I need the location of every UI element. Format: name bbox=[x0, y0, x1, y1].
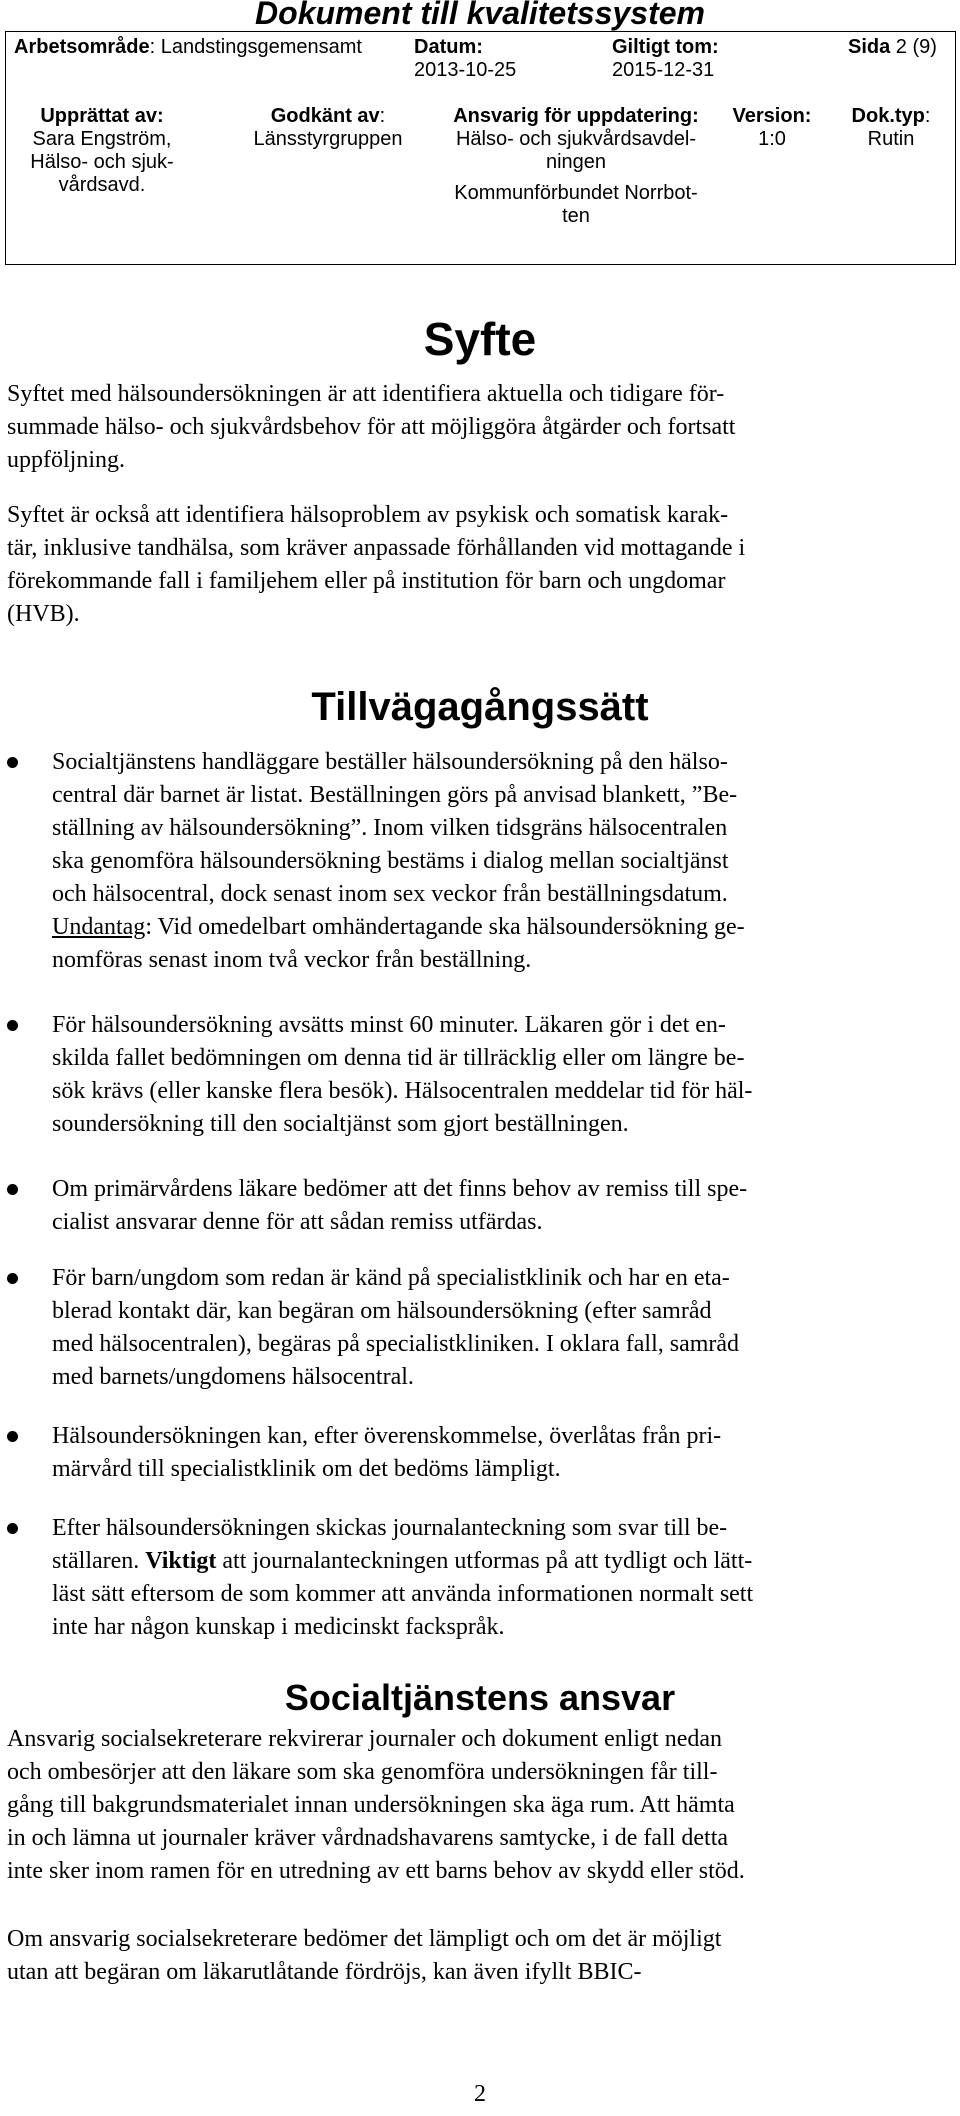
text-line: Om ansvarig socialsekreterare bedömer det lämpligt och om det är möjligt bbox=[7, 1926, 722, 1952]
text-line: skilda fallet bedömningen om denna tid är tillräcklig eller om längre be- bbox=[52, 1045, 745, 1071]
created-by-cell: Upprättat av: Sara Engström, Hälso- och sjuk- vårdsavd. bbox=[6, 105, 198, 197]
bullet-icon bbox=[7, 1273, 18, 1284]
created-by-label: Upprättat av bbox=[40, 105, 158, 127]
bullet-icon bbox=[7, 1020, 18, 1031]
text-line bbox=[52, 1545, 957, 1578]
approved-by-cell: Godkänt av: Länsstyrgruppen bbox=[238, 105, 418, 151]
undantag-text: : Vid omedelbart omhändertagande ska hälsoundersökning ge- bbox=[145, 914, 745, 940]
text-fragment: ställaren. bbox=[52, 1548, 146, 1574]
undantag-label: Undantag bbox=[52, 914, 146, 940]
doctype-value: Rutin bbox=[867, 128, 915, 150]
text-line: (HVB). bbox=[7, 601, 80, 627]
text-line: förekommande fall i familjehem eller på institution för barn och ungdomar bbox=[7, 568, 726, 594]
text-line: inte sker inom ramen för en utredning av ett barns behov av skydd eller stöd. bbox=[7, 1858, 745, 1884]
ansvar-paragraph-2 bbox=[7, 1923, 955, 1989]
text-line bbox=[52, 911, 957, 944]
text-line: blerad kontakt där, kan begäran om hälsoundersökning (efter samråd bbox=[52, 1298, 712, 1324]
text-line: med hälsocentralen), begäras på specialistkliniken. I oklara fall, samråd bbox=[52, 1331, 740, 1357]
ansvar-paragraph-1 bbox=[7, 1723, 955, 1888]
bullet-icon bbox=[7, 1431, 18, 1442]
valid-until-value: 2015-12-31 bbox=[612, 59, 715, 81]
doctype-cell: Dok.typ: Rutin bbox=[836, 105, 946, 151]
responsible-line-2: ningen bbox=[545, 151, 607, 173]
syfte-paragraph-2 bbox=[7, 499, 955, 631]
date-cell bbox=[414, 36, 516, 82]
text-line: Om primärvårdens läkare bedömer att det finns behov av remiss till spe- bbox=[52, 1176, 748, 1202]
text-line: gång till bakgrundsmaterialet innan undersökningen ska äga rum. Att hämta bbox=[7, 1792, 735, 1818]
bullet-icon bbox=[7, 1523, 18, 1534]
section-heading-tillvagagangssatt: Tillvägagångssätt bbox=[311, 685, 649, 729]
bullet-icon bbox=[7, 1184, 18, 1195]
text-line: Syftet med hälsoundersökningen är att identifiera aktuella och tidigare för- bbox=[7, 381, 725, 407]
approved-by-label: Godkänt av bbox=[270, 105, 380, 127]
text-fragment: att journalanteckningen utformas på att tydligt och lätt- bbox=[216, 1548, 753, 1574]
text-line: sök krävs (eller kanske flera besök). Hälsocentralen meddelar tid för häl- bbox=[52, 1078, 753, 1104]
section-heading-syfte: Syfte bbox=[423, 313, 537, 365]
text-line: inte har någon kunskap i medicinskt fackspråk. bbox=[52, 1614, 505, 1640]
page-number: 2 bbox=[474, 2081, 486, 2107]
area-label: Arbetsområde bbox=[14, 36, 150, 58]
text-line: För barn/ungdom som redan är känd på specialistklinik och har en eta- bbox=[52, 1265, 730, 1291]
date-label: Datum: bbox=[414, 36, 483, 58]
text-line: Socialtjänstens handläggare beställer hälsoundersökning på den hälso- bbox=[52, 749, 728, 775]
date-value: 2013-10-25 bbox=[414, 59, 517, 81]
created-by-line-2: Hälso- och sjuk- bbox=[30, 151, 174, 173]
text-line: läst sätt eftersom de som kommer att använda informationen normalt sett bbox=[52, 1581, 754, 1607]
area-value: : Landstingsgemensamt bbox=[149, 36, 362, 58]
text-line: ställning av hälsoundersökning”. Inom vilken tidsgräns hälsocentralen bbox=[52, 815, 728, 841]
syfte-paragraph-1 bbox=[7, 378, 955, 477]
responsible-line-3: Kommunförbundet Norrbot- bbox=[454, 182, 698, 204]
text-line: Syftet är också att identifiera hälsoproblem av psykisk och somatisk karak- bbox=[7, 502, 729, 528]
doctype-label: Dok.typ bbox=[851, 105, 925, 127]
responsible-line-1: Hälso- och sjukvårdsavdel- bbox=[455, 128, 697, 150]
text-line: nomföras senast inom två veckor från beställning. bbox=[52, 947, 532, 973]
bullet-icon bbox=[7, 757, 18, 768]
text-line: cialist ansvarar denne för att sådan remiss utfärdas. bbox=[52, 1209, 543, 1235]
created-by-line-1: Sara Engström, bbox=[32, 128, 172, 150]
section-heading-socialtjanstens-ansvar: Socialtjänstens ansvar bbox=[284, 1677, 676, 1718]
document-title: Dokument till kvalitetssystem bbox=[255, 0, 705, 31]
page-label: Sida bbox=[848, 36, 891, 58]
responsible-label: Ansvarig för uppdatering: bbox=[453, 105, 699, 127]
page-value: 2 (9) bbox=[890, 36, 937, 58]
created-by-line-3: vårdsavd. bbox=[58, 174, 146, 196]
version-value: 1:0 bbox=[758, 128, 786, 150]
text-line: och ombesörjer att den läkare som ska genomföra undersökningen får till- bbox=[7, 1759, 718, 1785]
text-line: soundersökning till den socialtjänst som gjort beställningen. bbox=[52, 1111, 629, 1137]
page-cell bbox=[848, 36, 937, 59]
text-line: Hälsoundersökningen kan, efter överenskommelse, överlåtas från pri- bbox=[52, 1423, 722, 1449]
text-line: ska genomföra hälsoundersökning bestäms i dialog mellan socialtjänst bbox=[52, 848, 729, 874]
area-cell bbox=[14, 36, 362, 59]
text-line: tär, inklusive tandhälsa, som kräver anpassade förhållanden vid mottagande i bbox=[7, 535, 746, 561]
approved-by-value: Länsstyrgruppen bbox=[253, 128, 403, 150]
text-line: central där barnet är listat. Beställningen görs på anvisad blankett, ”Be- bbox=[52, 782, 738, 808]
text-line: uppföljning. bbox=[7, 447, 125, 473]
responsible-line-4: ten bbox=[562, 205, 590, 227]
valid-until-label: Giltigt tom: bbox=[612, 36, 719, 58]
text-line: För hälsoundersökning avsätts minst 60 minuter. Läkaren gör i det en- bbox=[52, 1012, 726, 1038]
valid-until-cell bbox=[612, 36, 719, 82]
text-line: och hälsocentral, dock senast inom sex veckor från beställningsdatum. bbox=[52, 881, 728, 907]
text-line: utan att begäran om läkarutlåtande fördröjs, kan även ifyllt BBIC- bbox=[7, 1959, 642, 1985]
important-label: Viktigt bbox=[145, 1548, 217, 1574]
text-line: Ansvarig socialsekreterare rekvirerar journaler och dokument enligt nedan bbox=[7, 1726, 723, 1752]
text-line: med barnets/ungdomens hälsocentral. bbox=[52, 1364, 414, 1390]
responsible-cell bbox=[436, 105, 716, 228]
version-label: Version: bbox=[732, 105, 812, 127]
text-line: Efter hälsoundersökningen skickas journalanteckning som svar till be- bbox=[52, 1515, 728, 1541]
text-line: in och lämna ut journaler kräver vårdnadshavarens samtycke, i de fall detta bbox=[7, 1825, 729, 1851]
version-cell bbox=[722, 105, 822, 151]
text-line: summade hälso- och sjukvårdsbehov för att möjliggöra åtgärder och fortsatt bbox=[7, 414, 736, 440]
text-line: märvård till specialistklinik om det bedöms lämpligt. bbox=[52, 1456, 561, 1482]
document-header-table bbox=[5, 31, 956, 265]
